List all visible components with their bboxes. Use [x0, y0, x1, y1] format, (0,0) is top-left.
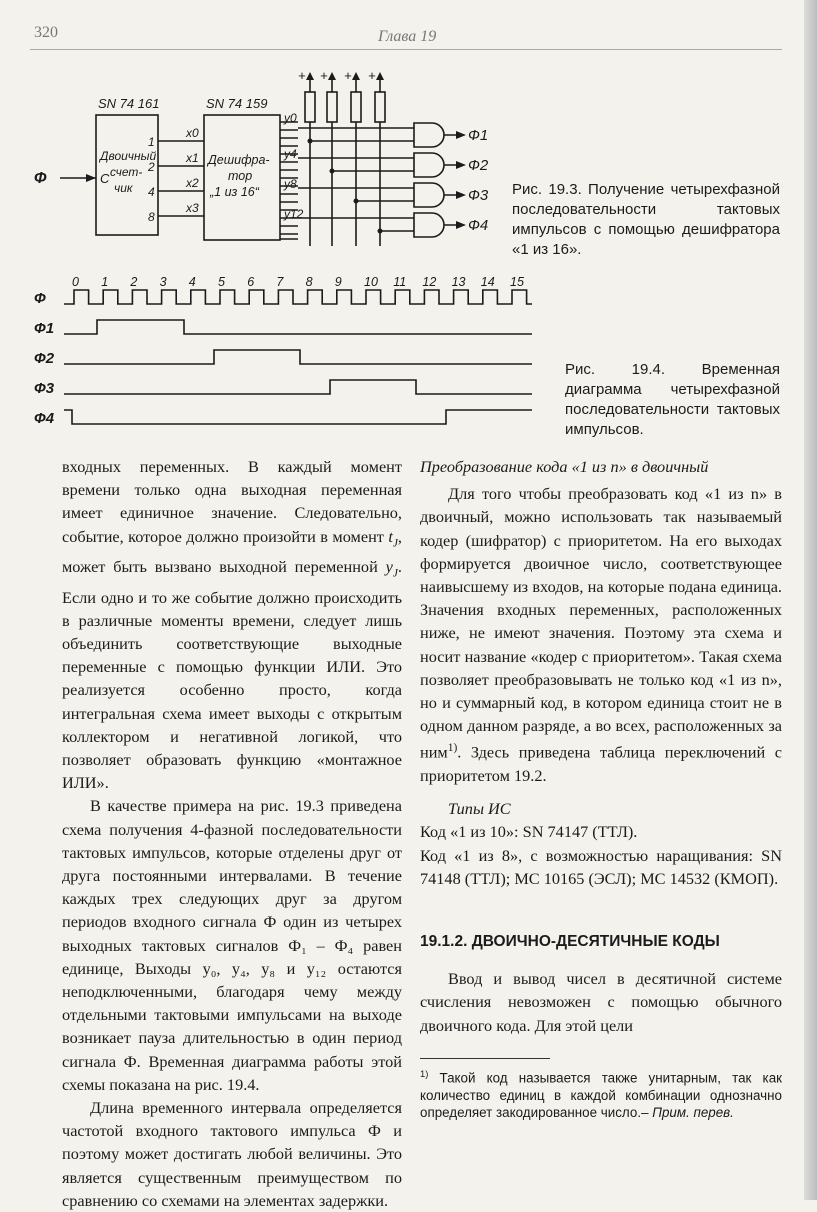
- pulse-number: 3: [159, 275, 167, 289]
- clock-waveform: [64, 290, 532, 304]
- timing-label-phi4: Ф4: [34, 410, 55, 427]
- left-paragraph-1: входных переменных. В каждый момент времени только одна выходная переменная имеет единичное значение. Следовательно, событие, которое должно произойти в момент $t_J$, может быть вызвано выходной переменной $y_J$. Если одно и то же событие должно происходить в различные моменты времени, следует лишь объединить соответствующие выходные переменные с помощью функции ИЛИ. Это реализуется особенно просто, когда интегральная схема имеет выходы с открытым коллектором и негативной логикой, что позволяет образовать функцию «монтажное ИЛИ».: [62, 457, 402, 793]
- counter-input-label: C: [100, 171, 110, 186]
- pulse-number: 0: [72, 275, 79, 289]
- pulse-number: 9: [334, 275, 342, 289]
- y8-label: y8: [284, 177, 297, 191]
- right-column: [420, 455, 782, 1037]
- pulse-number: 12: [422, 275, 437, 289]
- timing-label-phi1: Ф1: [34, 320, 55, 337]
- pulse-number: 14: [480, 275, 495, 289]
- counter-label-3: чик: [114, 181, 133, 195]
- pulse-number: 1: [101, 275, 109, 289]
- output-2-label: Ф2: [468, 157, 489, 174]
- pulse-number: 11: [393, 275, 407, 289]
- footnote: $^{1)}$ Такой код называется также унитарным, так как количество единиц в каждой комбинации однозначно определяет закодированное число.– Прим. перев.: [420, 1069, 782, 1121]
- page-number: 320: [34, 24, 58, 41]
- counter-out-4: 4: [148, 185, 155, 199]
- right-paragraph-2: Ввод и вывод чисел в десятичной системе счисления невозможен с помощью обычного двоичного кода. Для этой цели: [420, 969, 782, 1035]
- counter-chip-label: SN 74 161: [98, 96, 160, 111]
- ic-types-label: Типы ИС: [448, 799, 511, 819]
- figure-19-3-caption: Рис. 19.3. Получение четырехфазной последовательности тактовых импульсов с помощью дешифратора «1 из 16».: [512, 181, 780, 258]
- decoder-label-3: „1 из 16“: [210, 185, 259, 199]
- phi2-waveform: [64, 350, 532, 364]
- left-paragraph-2: В качестве примера на рис. 19.3 приведена схема получения 4-фазной последовательности тактовых импульсов, которые отделены друг от друга постоянными интервалами. В течение каждых трех следующих друг за другом периодов входного сигнала Ф один из четырех выходных тактовых сигналов Ф₁ – Ф₄ равен единице, Выходы y₀, y₄, y₈ и y₁₂ остаются неподключенными, благодаря чему между отдельными тактовыми импульсами на выходе возникает пауза длительностью в один период сигнала Ф. Временная диаграмма работы этой схемы показана на рис. 19.4.: [62, 796, 402, 1094]
- pulse-number: 13: [451, 275, 466, 289]
- right-paragraph-1: Для того чтобы преобразовать код «1 из n» в двоичный, можно использовать так называемый кодер (шифратор) с приоритетом. На его выходах формируется двоичное число, соответствующее наивысшему из входов, на которые подана единица. Значения входных переменных, расположенных ниже, не имеют значения. Поэтому эта схема и носит название «кодер с приоритетом». Такая схема позволяет преобразовывать не только код «1 из n», но и суммарный код, в котором единица стоит не в одном данном разряде, а во всех, расположенных за ним$^{1)}$. Здесь приведена таблица переключений с приоритетом 19.2.: [420, 484, 782, 786]
- decoder-label-2: тор: [228, 169, 253, 183]
- timing-label-phi: Ф: [34, 290, 46, 307]
- chapter-title: Глава 19: [378, 28, 437, 45]
- pulse-number: 7: [276, 275, 284, 289]
- decoder-chip-label: SN 74 159: [206, 96, 268, 111]
- x1-label: x1: [186, 151, 199, 165]
- pulse-number: 8: [305, 275, 313, 289]
- decoder-label-1: Дешифра-: [208, 153, 270, 167]
- or-gate-1: [414, 123, 444, 147]
- counter-out-2: 2: [148, 160, 155, 174]
- ic-type-2: Код «1 из 8», с возможностью наращивания: SN 74148 (ТТЛ); МС 10165 (ЭСЛ); МС 14532 (КМОП).: [420, 845, 782, 888]
- or-gate-2: [414, 153, 444, 177]
- y12-label: y12: [284, 207, 304, 221]
- supply-4: +: [368, 68, 376, 83]
- or-gate-4: [414, 213, 444, 237]
- x3-label: x3: [186, 201, 199, 215]
- subsection-heading: Преобразование кода «1 из n» в двоичный: [420, 457, 709, 476]
- output-4-label: Ф4: [468, 217, 489, 234]
- left-paragraph-3: Длина временного интервала определяется частотой входного тактового импульса Ф и поэтому может достигать любой величины. Это является существенным преимуществом по сравнению со схемами на элементах задержки.: [62, 1097, 402, 1210]
- section-heading: 19.1.2. ДВОИЧНО-ДЕСЯТИЧНЫЕ КОДЫ: [420, 933, 720, 951]
- pulse-number: 4: [188, 275, 196, 289]
- pulse-number: 6: [247, 275, 255, 289]
- ic-type-1: Код «1 из 10»: SN 74147 (ТТЛ).: [420, 822, 638, 842]
- or-gate-3: [414, 183, 444, 207]
- counter-label-1: Двоичный: [100, 149, 157, 163]
- counter-out-1: 1: [148, 135, 155, 149]
- pulse-number: 15: [510, 275, 524, 289]
- pulse-numbers: [72, 275, 524, 289]
- figure-19-4-caption: Рис. 19.4. Временная диаграмма четырехфазной последовательности тактовых импульсов.: [565, 361, 780, 438]
- pulse-number: 5: [218, 275, 225, 289]
- input-arrow: [86, 174, 96, 182]
- left-column: [62, 455, 402, 1212]
- footnote-rule: [420, 1058, 550, 1059]
- y0-label: y0: [284, 111, 297, 125]
- supply-1: +: [298, 68, 306, 83]
- pulse-number: 10: [364, 275, 378, 289]
- supply-2: +: [320, 68, 328, 83]
- timing-label-phi3: Ф3: [34, 380, 55, 397]
- x0-label: x0: [186, 126, 199, 140]
- output-3-label: Ф3: [468, 187, 489, 204]
- phi1-waveform: [64, 320, 532, 334]
- phi4-waveform: [64, 410, 532, 424]
- counter-label-2: счет-: [110, 165, 143, 179]
- counter-out-8: 8: [148, 210, 155, 224]
- output-1-label: Ф1: [468, 127, 489, 144]
- phi3-waveform: [64, 380, 532, 394]
- timing-label-phi2: Ф2: [34, 350, 55, 367]
- y4-label: y4: [284, 147, 297, 161]
- x2-label: x2: [186, 176, 199, 190]
- supply-3: +: [344, 68, 352, 83]
- input-label: Ф: [34, 170, 47, 187]
- pulse-number: 2: [130, 275, 138, 289]
